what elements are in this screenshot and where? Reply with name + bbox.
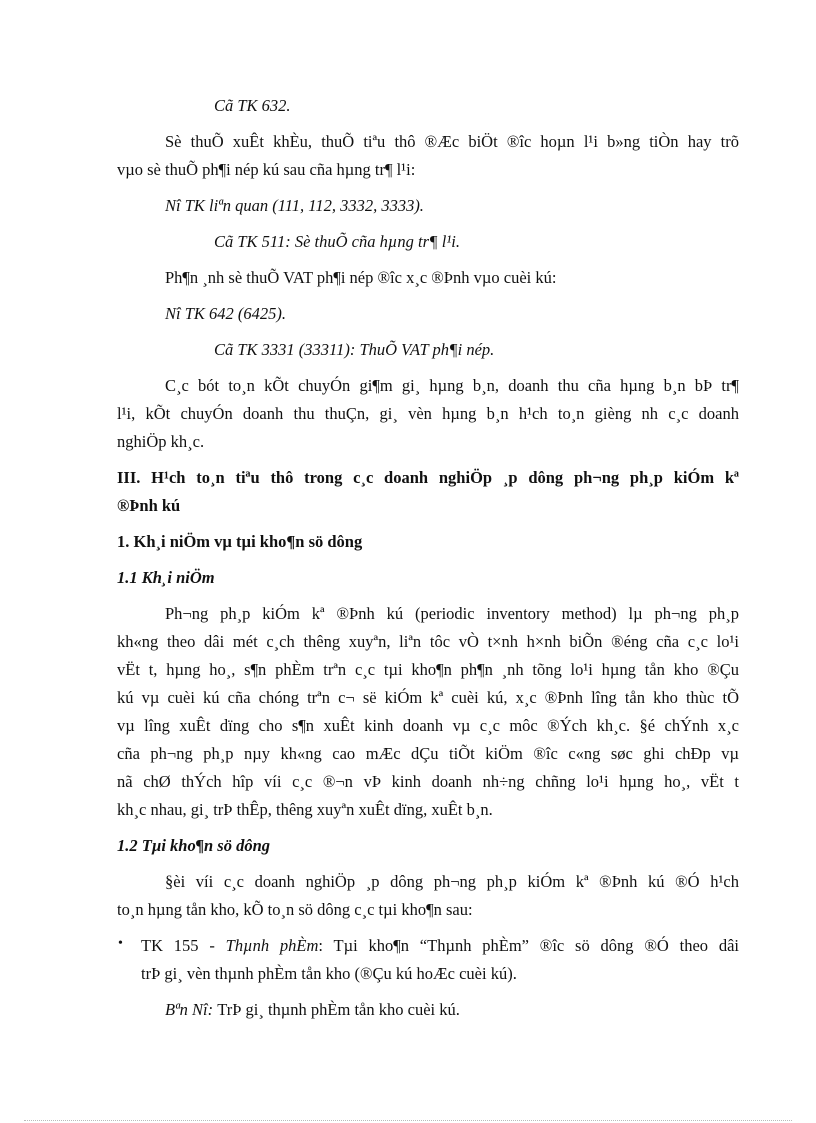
- credit-entry-3331: Cã TK 3331 (33311): ThuÕ VAT ph¶i nép.: [214, 340, 495, 359]
- paragraph-line: kh¸c nhau, gi¸ trÞ thÊp, thêng xuyªn xuÊt dïng, xuÊt b¸n.: [117, 800, 493, 819]
- paragraph-line: nã chØ thÝch hîp víi c¸c ®¬n vÞ kinh doanh nh÷ng chñng lo¹i hµng ho¸, vËt t: [117, 772, 739, 791]
- subsection-heading: 1.1 Kh¸i niÖm: [117, 568, 215, 587]
- credit-entry-511: Cã TK 511: Sè thuÕ cña hµng tr¶ l¹i.: [214, 232, 460, 251]
- paragraph-line: to¸n hµng tån kho, kÕ to¸n sö dông c¸c tµi kho¶n sau:: [117, 900, 473, 919]
- subsection-heading: 1. Kh¸i niÖm vµ tµi kho¶n sö dông: [117, 532, 363, 551]
- section-heading: ®Þnh kú: [117, 496, 181, 515]
- debit-entry: Nî TK liªn quan (111, 112, 3332, 3333).: [165, 196, 424, 215]
- paragraph-line: vµo sè thuÕ ph¶i nép kú sau cña hµng tr¶ l¹i:: [117, 160, 416, 179]
- debit-side-line: Bªn Nî: TrÞ gi¸ thµnh phÈm tån kho cuèi kú.: [165, 1000, 460, 1019]
- paragraph-line: kh«ng theo dâi mét c¸ch thêng xuyªn, liªn tôc vÒ t×nh h×nh biÕn ®éng cña c¸c lo¹i: [117, 632, 739, 651]
- paragraph-line: l¹i, kÕt chuyÓn doanh thu thuÇn, gi¸ vèn hµng b¸n h¹ch to¸n gièng nh c¸c doanh: [117, 404, 739, 423]
- section-heading: III. H¹ch to¸n tiªu thô trong c¸c doanh nghiÖp ¸p dông ph¬ng ph¸p kiÓm kª: [117, 468, 739, 487]
- paragraph-line: C¸c bót to¸n kÕt chuyÓn gi¶m gi¸ hµng b¸n, doanh thu cña hµng b¸n bÞ tr¶: [165, 376, 739, 395]
- bullet-item: TK 155 - Thµnh phÈm: Tµi kho¶n “Thµnh phÈm” ®îc sö dông ®Ó theo dâi: [141, 936, 739, 955]
- paragraph-line: kú vµ cuèi kú cña chóng trªn c¬ së kiÓm kª cuèi kú, x¸c ®Þnh lîng tån kho thùc tÕ: [117, 688, 739, 707]
- paragraph-line: cña ph¬ng ph¸p nµy kh«ng cao mÆc dÇu tiÕt kiÖm ®îc c«ng søc ghi chÐp vµ: [117, 744, 739, 763]
- paragraph-line: §èi víi c¸c doanh nghiÖp ¸p dông ph¬ng ph¸p kiÓm kª ®Þnh kú ®Ó h¹ch: [165, 872, 739, 891]
- bullet-item-continuation: trÞ gi¸ vèn thµnh phÈm tån kho (®Çu kú hoÆc cuèi kú).: [141, 964, 517, 983]
- paragraph-line: vµ lîng xuÊt dïng cho s¶n xuÊt kinh doanh vµ c¸c môc ®Ých kh¸c. §é chÝnh x¸c: [117, 716, 739, 735]
- paragraph-line: Sè thuÕ xuÊt khÈu, thuÕ tiªu thô ®Æc biÖt ®îc hoµn l¹i b»ng tiÒn hay trõ: [165, 132, 739, 151]
- subsection-heading: 1.2 Tµi kho¶n sö dông: [117, 836, 270, 855]
- page-bottom-rule: [24, 1120, 792, 1121]
- debit-entry-642: Nî TK 642 (6425).: [165, 304, 287, 323]
- paragraph-line: nghiÖp kh¸c.: [117, 432, 205, 451]
- credit-entry-632: Cã TK 632.: [214, 96, 291, 115]
- paragraph-line: vËt t, hµng ho¸, s¶n phÈm trªn c¸c tµi kho¶n ph¶n ¸nh tõng lo¹i hµng tån kho ®Çu: [117, 660, 739, 679]
- bullet-icon: •: [118, 936, 123, 951]
- paragraph-line: Ph¬ng ph¸p kiÓm kª ®Þnh kú (periodic inventory method) lµ ph¬ng ph¸p: [165, 604, 739, 623]
- paragraph-line: Ph¶n ¸nh sè thuÕ VAT ph¶i nép ®îc x¸c ®Þnh vµo cuèi kú:: [165, 268, 557, 287]
